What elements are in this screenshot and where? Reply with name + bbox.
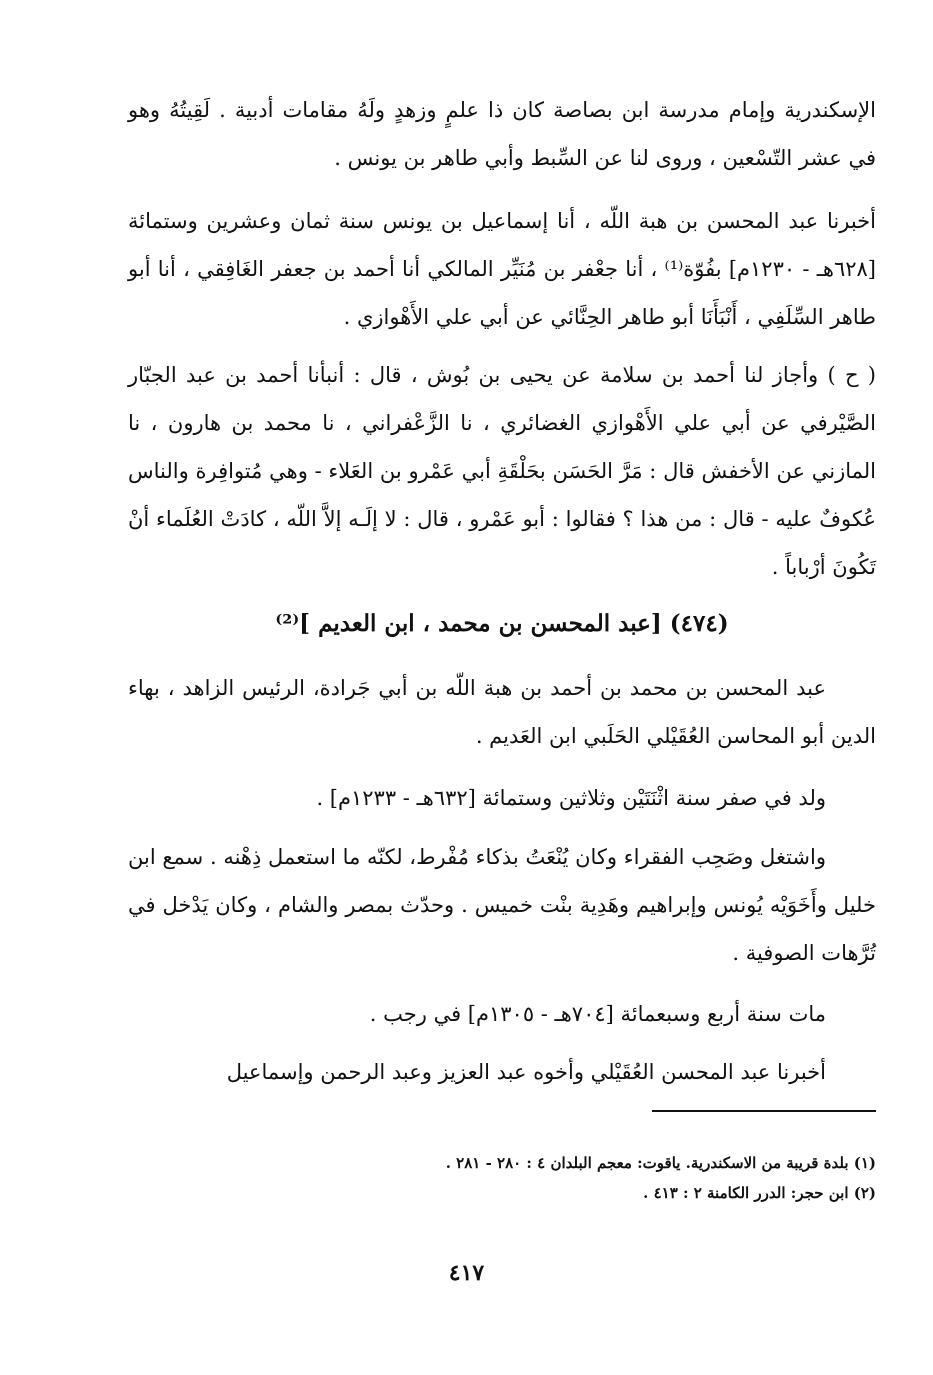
paragraph-5: ولد في صفر سنة اثْنَتَيْن وثلاثين وستمائة [٦٣٢هـ - ١٢٣٣م] .: [316, 786, 826, 810]
paragraph-4: عبد المحسن بن محمد بن أحمد بن هبة اللّه بن أبي جَرادة، الرئيس الزاهد ، بهاء الدين أبو المحاسن العُقَيْلي الحَلَبي ابن العَديم .: [128, 676, 876, 748]
paragraph-2: أخبرنا عبد المحسن بن هبة اللّه ، أنا إسماعيل بن يونس سنة ثمان وعشرين وستمائة [٦٢٨هـ - ١٢٣٠م] بفُوّة⁽¹⁾ ، أنا جعْفر بن مُنَيِّر المالكي أنا أحمد بن جعفر الغَافِقي ، أنا أبو طاهر السِّلَفِي ، أَنْبَأَنَا أبو طاهر الحِنَّائي عن أبي علي الأَهْوازي .: [128, 209, 876, 329]
footnote-divider: [652, 1110, 876, 1112]
footnote-1: (١) بلدة قريبة من الاسكندرية. ياقوت: معجم البلدان ٤ : ٢٨٠ - ٢٨١ .: [445, 1154, 876, 1172]
page-number: ٤١٧: [448, 1260, 485, 1286]
entry-heading: (٤٧٤) [عبد المحسن بن محمد ، ابن العديم ]⁽²⁾: [275, 610, 729, 637]
footnotes: [128, 1148, 876, 1208]
paragraph-1: الإسكندرية وإمام مدرسة ابن بصاصة كان ذا علمٍ وزهدٍ ولَهُ مقامات أدبية . لَقِيتُهُ وهو في عشر التّسْعين ، وروى لنا عن السِّبط وأبي طاهر بن يونس .: [128, 98, 876, 170]
footnote-2: (٢) ابن حجر: الدرر الكامنة ٢ : ٤١٣ .: [643, 1184, 876, 1202]
paragraph-3: ( ح ) وأجاز لنا أحمد بن سلامة عن يحيى بن بُوش ، قال : أنبأنا أحمد بن عبد الجبّار الصَّيْرفي عن أبي علي الأَهْوازي الغضائري ، نا الزَّعْفراني ، نا محمد بن هارون ، نا المازني عن الأخفش قال : مَرَّ الحَسَن بحَلْقَةِ أبي عَمْرو بن العَلاء - وهي مُتوافِرة والناس عُكوفٌ عليه - قال : من هذا ؟ فقالوا : أبو عَمْرو ، قال : لا إلَـه إلاَّ اللّه ، كادَتْ العُلَماء أنْ تَكُونَ أرْباباً .: [128, 363, 876, 579]
paragraph-6: واشتغل وصَحِب الفقراء وكان يُنْعَتُ بذكاء مُفْرط، لكنّه ما استعمل ذِهْنه . سمع ابن خليل وأَخَوَيْه يُونس وإبراهيم وهَدِية بنْت خميس . وحدّث بمصر والشام ، وكان يَدْخل في تُرَّهات الصوفية .: [128, 845, 876, 965]
paragraph-7: مات سنة أربع وسبعمائة [٧٠٤هـ - ١٣٠٥م] في رجب .: [369, 1002, 826, 1026]
paragraph-8: أخبرنا عبد المحسن العُقَيْلي وأخوه عبد العزيز وعبد الرحمن وإسماعيل: [226, 1060, 826, 1084]
